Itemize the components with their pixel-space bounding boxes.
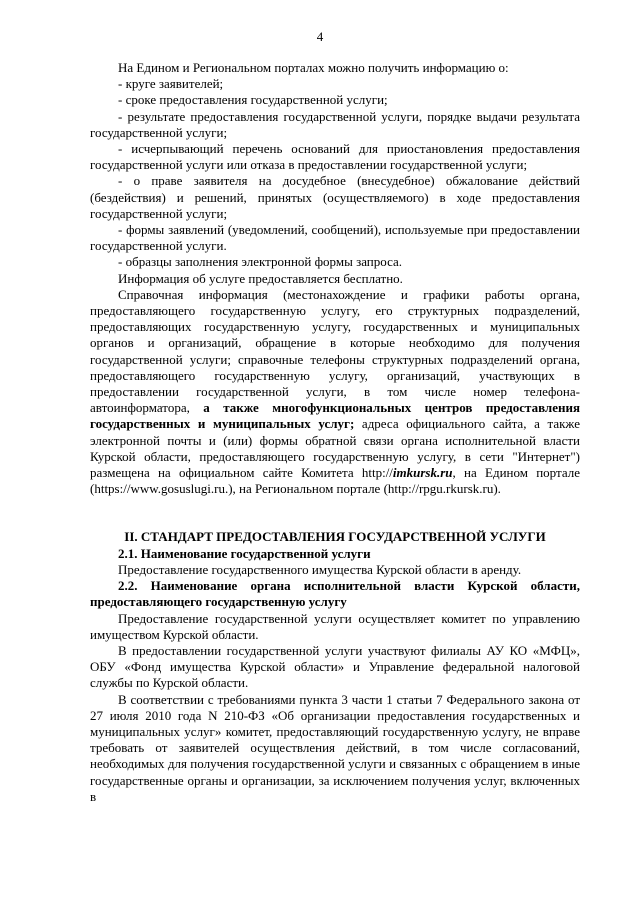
subsection-title: 2.2. Наименование органа исполнительной власти Курской области, предоставляющего государственную услугу xyxy=(90,578,580,610)
section-spacer xyxy=(90,497,580,529)
paragraph-reference-info xyxy=(90,287,580,498)
list-item: - круге заявителей; xyxy=(118,76,224,92)
list-item: - исчерпывающий перечень оснований для приостановления предоставления государственной услуги или отказа в предоставлении государственной услуги; xyxy=(90,141,580,173)
list-item: - формы заявлений (уведомлений, сообщений), используемые при предоставлении государственной услуги. xyxy=(90,222,580,254)
list-item: - о праве заявителя на досудебное (внесудебное) обжалование действий (бездействия) и решений, принятых (осуществляемого) в ходе предоставления государственной услуги; xyxy=(90,173,580,221)
page-content xyxy=(90,60,580,805)
subsection-text: Предоставление государственного имущества Курской области в аренду. xyxy=(118,561,522,577)
list-item: - результате предоставления государственной услуги, порядке выдачи результата государственной услуги; xyxy=(90,108,580,140)
subsection-title: 2.1. Наименование государственной услуги xyxy=(118,545,371,561)
list-item: - образцы заполнения электронной формы запроса. xyxy=(118,254,403,270)
paragraph-portals-intro: На Едином и Региональном порталах можно получить информацию о: xyxy=(118,60,509,75)
list-item: - сроке предоставления государственной услуги; xyxy=(118,92,388,108)
subsection-text: В соответствии с требованиями пункта 3 части 1 статьи 7 Федерального закона от 27 июля 2010 года N 210-ФЗ «Об организации предоставления государственных и муниципальных услуг» комитет, предоставляющий государственную услугу, не вправе требовать от заявителей осуществления действий, в том числе согласований, необходимых для получения государственной услуги и связанных с обращением в иные государственные органы и организации, за исключением получения услуг, включенных в xyxy=(90,691,580,804)
paragraph-free-info: Информация об услуге предоставляется бесплатно. xyxy=(118,270,403,286)
reference-text-portals: , на Едином портале (https://www.gosuslugi.ru.), на Региональном портале (http://rpgu.rkursk.ru). xyxy=(90,465,580,497)
reference-mfc-bold: а также многофункциональных центров предоставления государственных и муниципальных услуг; xyxy=(90,400,580,432)
subsection-text: В предоставлении государственной услуги участвуют филиалы АУ КО «МФЦ», ОБУ «Фонд имущества Курской области» и Управление федеральной налоговой службы по Курской области. xyxy=(90,642,580,691)
section-title: II. СТАНДАРТ ПРЕДОСТАВЛЕНИЯ ГОСУДАРСТВЕННОЙ УСЛУГИ xyxy=(124,529,546,545)
committee-site-link: imkursk.ru xyxy=(392,465,453,481)
subsection-text: Предоставление государственной услуги осуществляет комитет по управлению имуществом Курской области. xyxy=(90,610,580,642)
reference-text-sites: адреса официального сайта, а также электронной почты и (или) формы обратной связи органа исполнительной власти Курской области, предоставляющего государственную услугу, в сети "Интернет") размещена на официальном сайте Комитета http:// xyxy=(90,416,581,481)
page-number: 4 xyxy=(316,29,324,44)
reference-text: Справочная информация (местонахождение и графики работы органа, предоставляющего государственную услугу, его структурных подразделений, предоставляющих государственную услугу, государственных и муниципальных органов и организаций, обращение в которые необходимо для получения государственной услуги; справочные телефоны структурных подразделений органа, предоставляющего государственную услугу, организаций, участвующих в предоставлении государственной услуги, в том числе номер телефона-автоинформатора, xyxy=(90,286,580,416)
